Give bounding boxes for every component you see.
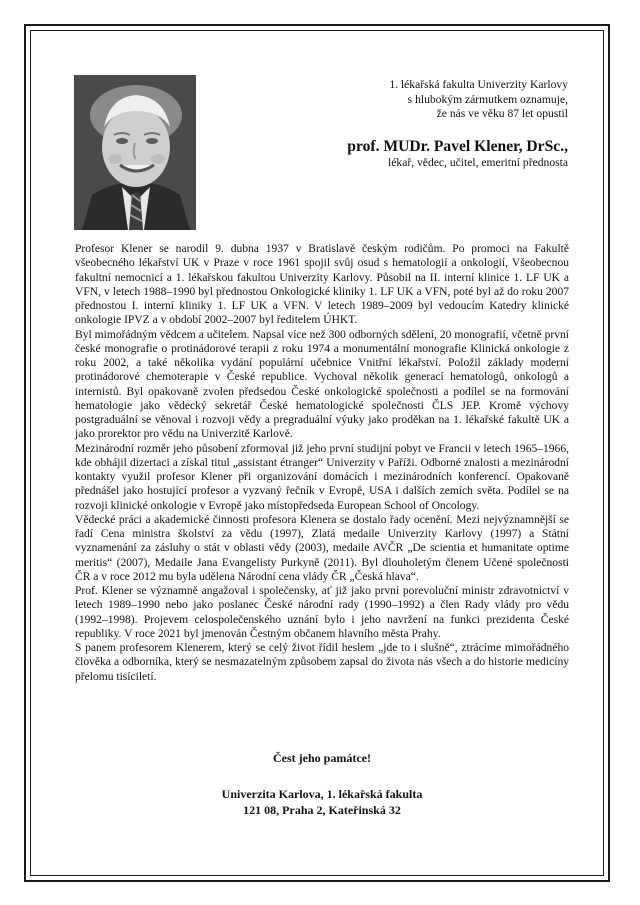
header-line-3: že nás ve věku 87 let opustil xyxy=(436,107,568,121)
signature-line-1: Univerzita Karlova, 1. lékařská fakulta xyxy=(221,787,423,801)
portrait-photo xyxy=(74,75,196,230)
deceased-name: prof. MUDr. Pavel Klener, DrSc., xyxy=(347,138,568,155)
paragraph: Vědecké práci a akademické činnosti profesora Klenera se dostalo řady ocenění. Mezi nejvýznamnější se řadí Cena ministra školství za vědu (1997), Zlatá medaile Univerzity Karlovy (1997) a Státní vyznamenání za zásluhy o stát v oblasti vědy (2003), medaile AVČR „De scientia et humanitate optime meritis“ (2007), Medaile Jana Evangelisty Purkyně (2011). Byl dlouholetým členem Učené společnosti ČR a v roce 2012 mu byla udělena Národní cena vlády ČR „Česká hlava“. xyxy=(75,513,569,583)
deceased-roles: lékař, vědec, učitel, emeritní přednosta xyxy=(388,156,568,169)
paragraph: Byl mimořádným vědcem a učitelem. Napsal více než 300 odborných sdělení, 20 monografií, včetně první české monografie o protinádorové terapii z roku 1974 a monumentální monografie Klinická onkologie z roku 2002, a také několika vydání populární učebnice Vnitřní lékařství. Položil základy moderní protinádorové chemoterapie v České republice. Vychoval několik generací hematologů, onkologů a internistů. Byl opakovaně zvolen předsedou České onkologické společnosti a podílel se na formování hematologie jako vědecký sekretář České hematologické společnosti ČLS JEP. Kromě výchovy postgraduální se věnoval i rozvoji vědy a pregraduální výuky jako proděkan na 1. lékařské fakultě UK a jako prorektor pro vědu na Univerzitě Karlově. xyxy=(75,328,569,441)
header-line-2: s hlubokým zármutkem oznamuje, xyxy=(407,92,568,106)
announcement-header xyxy=(389,78,568,122)
deceased-name-block xyxy=(347,138,568,170)
header-line-1: 1. lékařská fakulta Univerzity Karlovy xyxy=(389,78,568,91)
paragraph: Profesor Klener se narodil 9. dubna 1937 v Bratislavě českým rodičům. Po promoci na Fakultě všeobecného lékařství UK v Praze v roce 1961 spojil svůj osud s hematologií a onkologií, Všeobecnou fakultní nemocnicí a 1. lékařskou fakultou Univerzity Karlovy. Působil na II. interní klinice 1. LF UK a VFN, v letech 1988–1990 byl přednostou Onkologické kliniky 1. LF UK a VFN, poté byl až do roku 2007 přednostou I. interní kliniky 1. LF UK a VFN. V letech 1989–2009 byl vedoucím Katedry klinické onkologie IPVZ a v období 2002–2007 byl ředitelem ÚHKT. xyxy=(75,243,569,327)
paragraph: S panem profesorem Klenerem, který se celý život řídil heslem „jde to i slušně“, ztrácíme mimořádného člověka a odborníka, který se nesmazatelným způsobem zapsal do života nás všech a do historie medicíny přelomu tisíciletí. xyxy=(75,642,569,683)
signature-block xyxy=(75,787,569,818)
signature-line-2: 121 08, Praha 2, Kateřinská 32 xyxy=(243,802,401,817)
closing-line: Čest jeho památce! xyxy=(273,751,371,765)
portrait-illustration xyxy=(74,75,196,230)
paragraph: Mezinárodní rozměr jeho působení zformoval již jeho první studijní pobyt ve Francii v letech 1965–1966, kde obhájil dizertaci a získal titul „assistant étranger“ Univerzity v Paříži. Odborné znalosti a mezinárodní kontakty využil profesor Klener při organizování domácích i mezinárodních konferencí. Opakovaně přednášel jako hostující profesor a vyzvaný řečník v Evropě, USA i dalších zemích světa. Podílel se na rozvoji klinické onkologie v Evropě jako místopředseda European School of Oncology. xyxy=(75,442,569,512)
obituary-body xyxy=(75,242,569,684)
paragraph: Prof. Klener se významně angažoval i společensky, ať již jako první porevoluční ministr zdravotnictví v letech 1989–1990 nebo jako poslanec České národní rady (1990–1992) a člen Rady vlády pro vědu (1992–1998). Projevem celospolečenského uznání bylo i jeho navržení na funkci prezidenta České republiky. V roce 2021 byl jmenován Čestným občanem hlavního města Prahy. xyxy=(75,585,569,640)
